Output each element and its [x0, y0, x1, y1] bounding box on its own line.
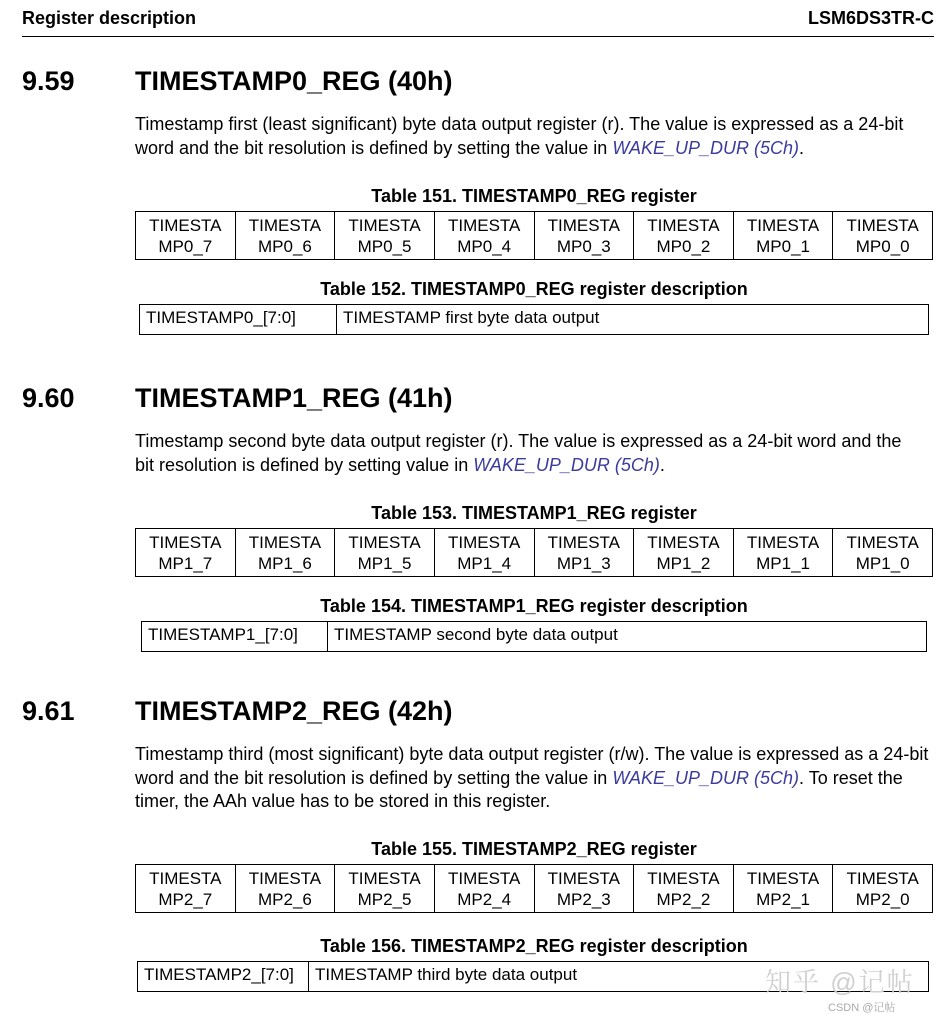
bit-cell-1: TIMESTA MP0_1 [733, 212, 833, 260]
register-description-table [139, 304, 929, 335]
bit-cell-2: TIMESTA MP1_2 [634, 529, 734, 577]
register-bits-table [135, 211, 933, 260]
bit-cell-1: TIMESTA MP2_1 [733, 865, 833, 913]
wake-up-dur-link[interactable]: WAKE_UP_DUR (5Ch) [612, 137, 800, 158]
bit-cell-7: TIMESTA MP0_7 [136, 212, 236, 260]
bits-table-caption: Table 153. TIMESTAMP1_REG register [371, 503, 697, 523]
bit-cell-3: TIMESTA MP2_3 [534, 865, 634, 913]
bit-cell-3: TIMESTA MP0_3 [534, 212, 634, 260]
register-bits-table [135, 528, 933, 577]
bit-cell-0: TIMESTA MP1_0 [833, 529, 933, 577]
bit-cell-4: TIMESTA MP2_4 [434, 865, 534, 913]
bit-cell-6: TIMESTA MP1_6 [235, 529, 335, 577]
bit-cell-6: TIMESTA MP0_6 [235, 212, 335, 260]
section-number: 9.60 [22, 383, 75, 413]
field-name-cell: TIMESTAMP2_[7:0] [138, 962, 309, 992]
register-bits-table [135, 864, 933, 913]
csdn-watermark: CSDN @记帖 [828, 1002, 896, 1014]
section-title: TIMESTAMP0_REG (40h) [135, 66, 453, 96]
description-text: Timestamp second byte data output register (r). The value is expressed as a 24-bit word and the bit resolution is defined by setting value in [135, 431, 902, 475]
field-description-cell: TIMESTAMP first byte data output [337, 305, 929, 335]
wake-up-dur-link[interactable]: WAKE_UP_DUR (5Ch) [612, 767, 800, 788]
zhihu-watermark: 知乎 @记帖 [765, 967, 915, 997]
bit-cell-3: TIMESTA MP1_3 [534, 529, 634, 577]
bit-cell-0: TIMESTA MP0_0 [833, 212, 933, 260]
bit-cell-5: TIMESTA MP0_5 [335, 212, 435, 260]
bit-cell-2: TIMESTA MP2_2 [634, 865, 734, 913]
section-number: 9.61 [22, 696, 75, 726]
bit-cell-6: TIMESTA MP2_6 [235, 865, 335, 913]
field-name-cell: TIMESTAMP0_[7:0] [140, 305, 337, 335]
field-description-cell: TIMESTAMP second byte data output [328, 622, 927, 652]
section-description [135, 113, 935, 160]
header-part-number: LSM6DS3TR-C [807, 8, 934, 28]
bits-table-caption: Table 155. TIMESTAMP2_REG register [371, 839, 697, 859]
description-table-caption: Table 154. TIMESTAMP1_REG register description [320, 596, 748, 616]
section-description [135, 743, 935, 814]
description-text-end: . [659, 454, 665, 475]
section-number: 9.59 [22, 66, 75, 96]
description-text: Timestamp first (least significant) byte data output register (r). The value is expressed as a 24-bit word and the bit resolution is defined by setting the value in [135, 114, 904, 158]
bits-table-caption: Table 151. TIMESTAMP0_REG register [371, 186, 697, 206]
description-text-end: . To reset the timer, the AAh value has to be stored in this register. [135, 767, 903, 811]
description-table-caption: Table 152. TIMESTAMP0_REG register description [320, 279, 748, 299]
description-table-caption: Table 156. TIMESTAMP2_REG register description [320, 936, 748, 956]
bit-cell-1: TIMESTA MP1_1 [733, 529, 833, 577]
field-description-cell: TIMESTAMP third byte data output [309, 962, 929, 992]
bit-cell-7: TIMESTA MP1_7 [136, 529, 236, 577]
description-text: Timestamp third (most significant) byte data output register (r/w). The value is expressed as a 24-bit word and the bit resolution is defined by setting the value in [135, 744, 929, 788]
bit-cell-2: TIMESTA MP0_2 [634, 212, 734, 260]
bit-cell-0: TIMESTA MP2_0 [833, 865, 933, 913]
bit-cell-5: TIMESTA MP1_5 [335, 529, 435, 577]
description-text-end: . [799, 137, 805, 158]
section-description [135, 430, 925, 477]
bit-cell-4: TIMESTA MP0_4 [434, 212, 534, 260]
header-section-title: Register description [22, 8, 197, 28]
register-description-table [141, 621, 927, 652]
section-title: TIMESTAMP1_REG (41h) [135, 383, 453, 413]
field-name-cell: TIMESTAMP1_[7:0] [142, 622, 328, 652]
wake-up-dur-link[interactable]: WAKE_UP_DUR (5Ch) [473, 454, 660, 475]
section-title: TIMESTAMP2_REG (42h) [135, 696, 453, 726]
bit-cell-7: TIMESTA MP2_7 [136, 865, 236, 913]
page-header [22, 6, 934, 37]
bit-cell-4: TIMESTA MP1_4 [434, 529, 534, 577]
bit-cell-5: TIMESTA MP2_5 [335, 865, 435, 913]
